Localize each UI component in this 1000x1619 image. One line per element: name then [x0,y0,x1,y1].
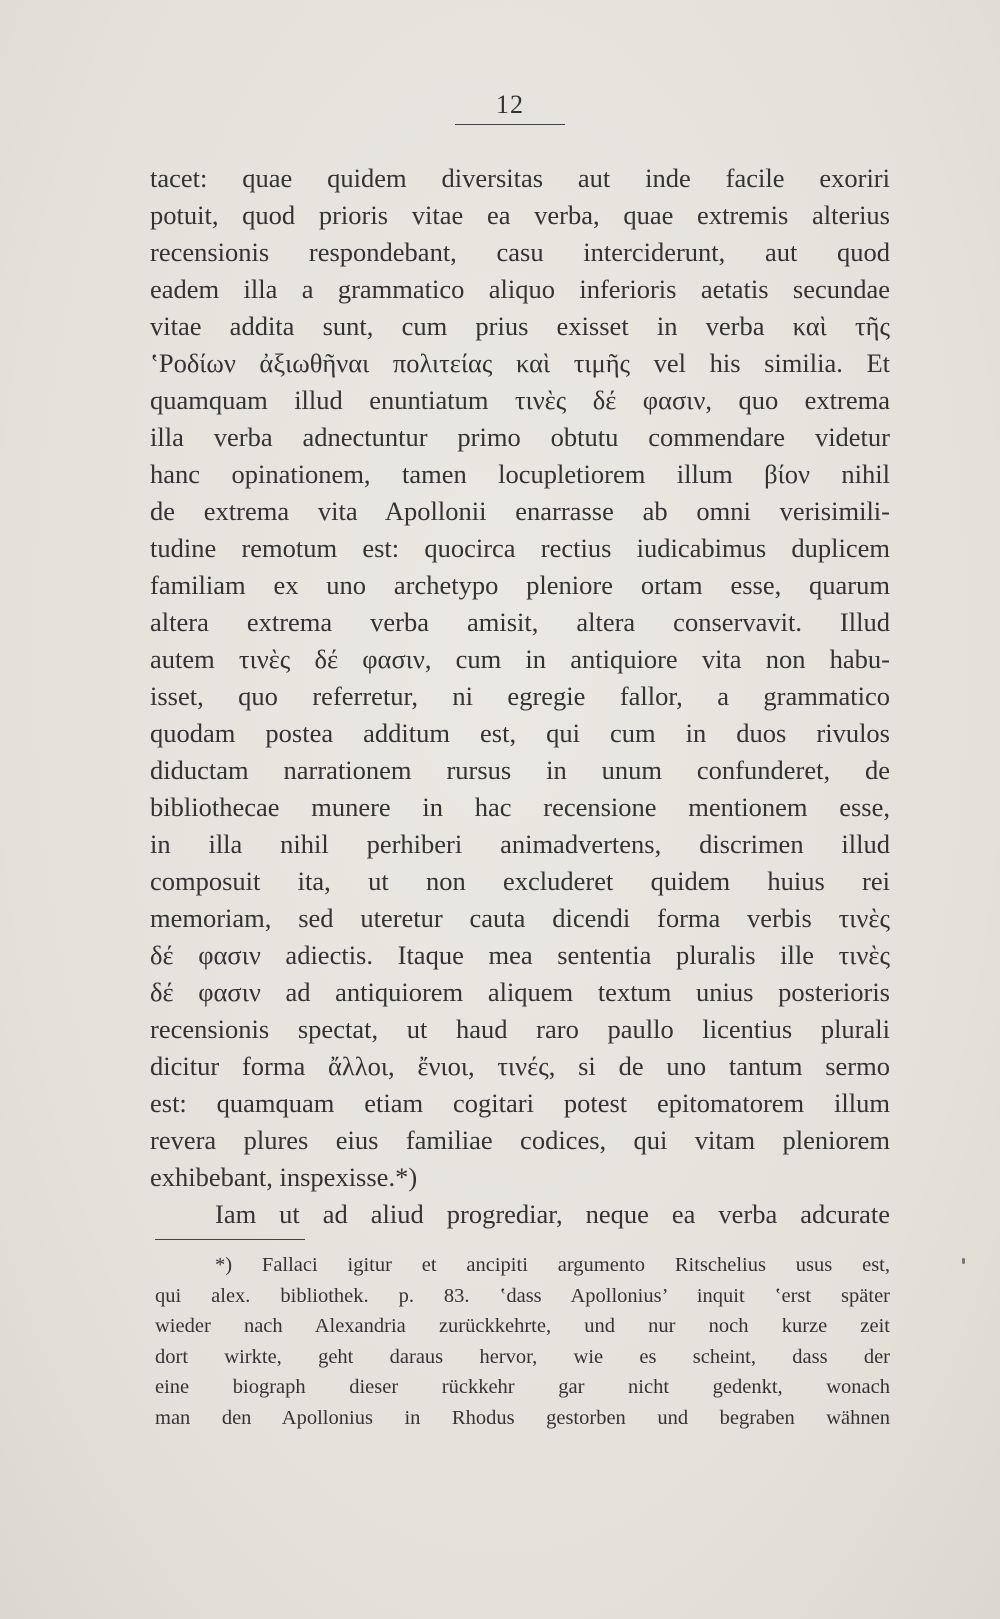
text-line: quamquam illud enuntiatum τινὲς δέ φασιν, quo extrema [150,385,890,415]
page-number: 12 [496,90,524,119]
text-line: autem τινὲς δέ φασιν, cum in antiquiore vita non habu- [150,644,890,674]
footnote-line: dort wirkte, geht daraus hervor, wie es scheint, dass der [155,1345,890,1368]
footnote-rule [155,1239,305,1240]
paragraph-start-line: Iam ut ad aliud progrediar, neque ea verba adcurate [215,1199,890,1229]
footnote-line: eine biograph dieser rückkehr gar nicht gedenkt, wonach [155,1376,890,1398]
footnote-line: *) Fallaci igitur et ancipiti argumento Ritschelius usus est, [215,1254,890,1276]
text-line: isset, quo referretur, ni egregie fallor, a grammatico [150,681,890,711]
text-line: dicitur forma ἄλλοι, ἔνιοι, τινές, si de uno tantum sermo [150,1051,890,1081]
text-line: recensionis respondebant, casu interciderunt, aut quod [150,237,890,267]
text-line: altera extrema verba amisit, altera conservavit. Illud [150,607,890,637]
text-line: δέ φασιν ad antiquiorem aliquem textum unius posterioris [150,977,890,1007]
text-line: diductam narrationem rursus in unum confunderet, de [150,755,890,785]
text-line: tacet: quae quidem diversitas aut inde facile exoriri [150,163,890,193]
text-line: exhibebant, inspexisse.*) [150,1162,418,1192]
text-line: recensionis spectat, ut haud raro paullo licentius plurali [150,1014,890,1044]
text-line: illa verba adnectuntur primo obtutu commendare videtur [150,422,890,452]
text-line: de extrema vita Apollonii enarrasse ab omni verisimili- [150,496,890,526]
text-line: memoriam, sed uteretur cauta dicendi forma verbis τινὲς [150,903,890,933]
text-line: tudine remotum est: quocirca rectius iudicabimus duplicem [150,533,890,563]
text-line: hanc opinationem, tamen locupletiorem illum βίον nihil [150,459,890,489]
footnote-line: wieder nach Alexandria zurückkehrte, und nur noch kurze zeit [155,1315,890,1337]
footnote-line: man den Apollonius in Rhodus gestorben und begraben wähnen [155,1406,890,1429]
text-line: composuit ita, ut non excluderet quidem huius rei [150,866,890,896]
text-line: δέ φασιν adiectis. Itaque mea sententia pluralis ille τινὲς [150,940,890,970]
text-line: familiam ex uno archetypo pleniore ortam esse, quarum [150,570,890,600]
text-line: eadem illa a grammatico aliquo inferioris aetatis secundae [150,274,890,304]
text-line: revera plures eius familiae codices, qui vitam pleniorem [150,1125,890,1155]
text-line: ʽΡοδίων ἀξιωθῆναι πολιτείας καὶ τιμῆς vel his similia. Et [150,348,890,378]
text-line: est: quamquam etiam cogitari potest epitomatorem illum [150,1088,890,1118]
text-line: in illa nihil perhiberi animadvertens, discrimen illud [150,829,890,859]
footnote [155,1250,890,1433]
body-text [150,160,890,1233]
paper-blemish [962,1258,965,1264]
page-number-rule [455,124,565,125]
text-line: bibliothecae munere in hac recensione mentionem esse, [150,792,890,822]
text-line: quodam postea additum est, qui cum in duos rivulos [150,718,890,748]
footnote-line: qui alex. bibliothek. p. 83. ʽdass Apollonius’ inquit ʽerst später [155,1284,890,1307]
text-line: potuit, quod prioris vitae ea verba, quae extremis alterius [150,200,890,230]
text-line: vitae addita sunt, cum prius exisset in verba καὶ τῆς [150,311,890,341]
